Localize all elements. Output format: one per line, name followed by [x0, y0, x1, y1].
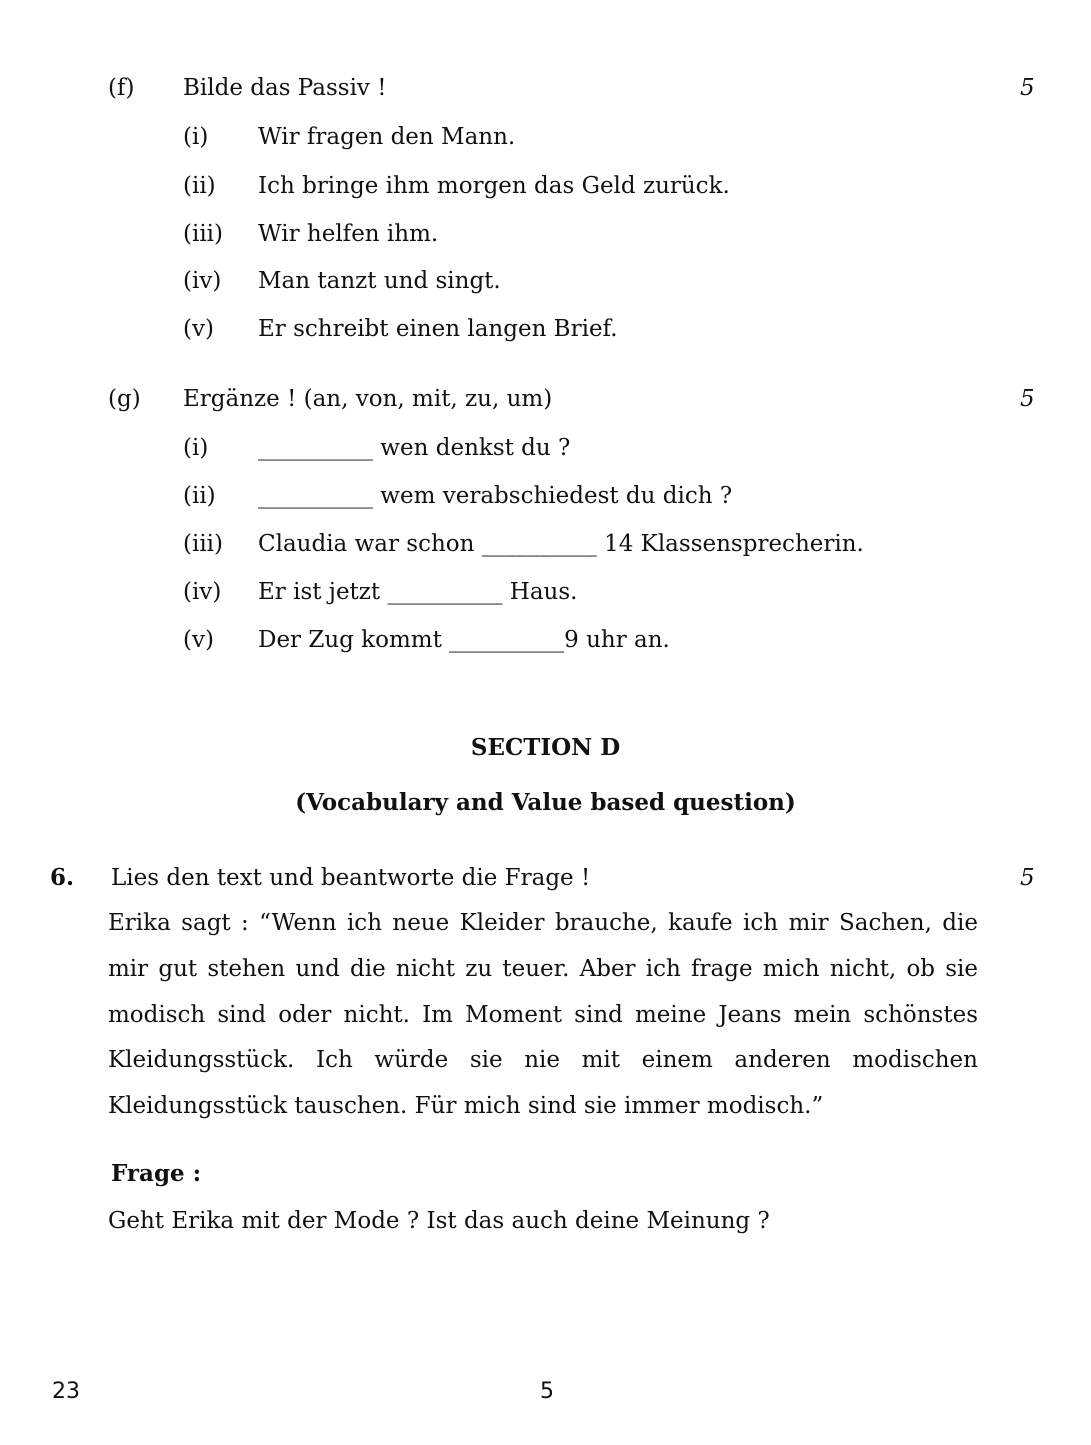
section-title: SECTION D	[470, 734, 621, 761]
item-text: Claudia war schon __________ 14 Klassensprecherin.	[258, 531, 864, 557]
question-g-label: (g)	[108, 386, 141, 412]
item-number: (ii)	[183, 483, 216, 509]
item-text: Wir helfen ihm.	[258, 221, 439, 247]
question-f-marks: 5	[1020, 75, 1035, 101]
item-number: (v)	[183, 627, 214, 653]
item-number: (i)	[183, 435, 209, 461]
item-text: __________ wem verabschiedest du dich ?	[258, 483, 733, 509]
item-text: Man tanzt und singt.	[258, 268, 501, 294]
item-text: Ich bringe ihm morgen das Geld zurück.	[258, 173, 730, 199]
item-text: __________ wen denkst du ?	[258, 435, 571, 461]
question-6-number: 6.	[50, 864, 75, 891]
question-f-instruction: Bilde das Passiv !	[183, 75, 387, 101]
item-number: (iv)	[183, 579, 222, 605]
item-number: (iii)	[183, 531, 224, 557]
item-number: (i)	[183, 124, 209, 150]
item-text: Der Zug kommt __________9 uhr an.	[258, 627, 670, 653]
question-6-passage: Erika sagt : “Wenn ich neue Kleider brauche, kaufe ich mir Sachen, die mir gut stehen und die nicht zu teuer. Aber ich frage mich nicht, ob sie modisch sind oder nicht. Im Moment sind meine Jeans mein schönstes Kleidungsstück. Ich würde sie nie mit einem anderen modischen Kleidungsstück tauschen. Für mich sind sie immer modisch.”	[108, 910, 978, 1120]
question-6-instruction: Lies den text und beantworte die Frage !	[111, 865, 591, 891]
frage-text: Geht Erika mit der Mode ? Ist das auch deine Meinung ?	[108, 1208, 770, 1234]
item-text: Er ist jetzt __________ Haus.	[258, 579, 578, 605]
question-6-marks: 5	[1020, 865, 1035, 891]
item-number: (v)	[183, 316, 214, 342]
question-g-instruction: Ergänze ! (an, von, mit, zu, um)	[183, 386, 553, 412]
item-number: (ii)	[183, 173, 216, 199]
page-number: 5	[540, 1379, 554, 1404]
item-number: (iv)	[183, 268, 222, 294]
question-g-marks: 5	[1020, 386, 1035, 412]
item-text: Wir fragen den Mann.	[258, 124, 516, 150]
section-subtitle: (Vocabulary and Value based question)	[295, 789, 796, 816]
footer-code: 23	[52, 1379, 80, 1404]
item-text: Er schreibt einen langen Brief.	[258, 316, 618, 342]
question-f-label: (f)	[108, 75, 135, 101]
item-number: (iii)	[183, 221, 224, 247]
frage-heading: Frage :	[111, 1160, 202, 1187]
